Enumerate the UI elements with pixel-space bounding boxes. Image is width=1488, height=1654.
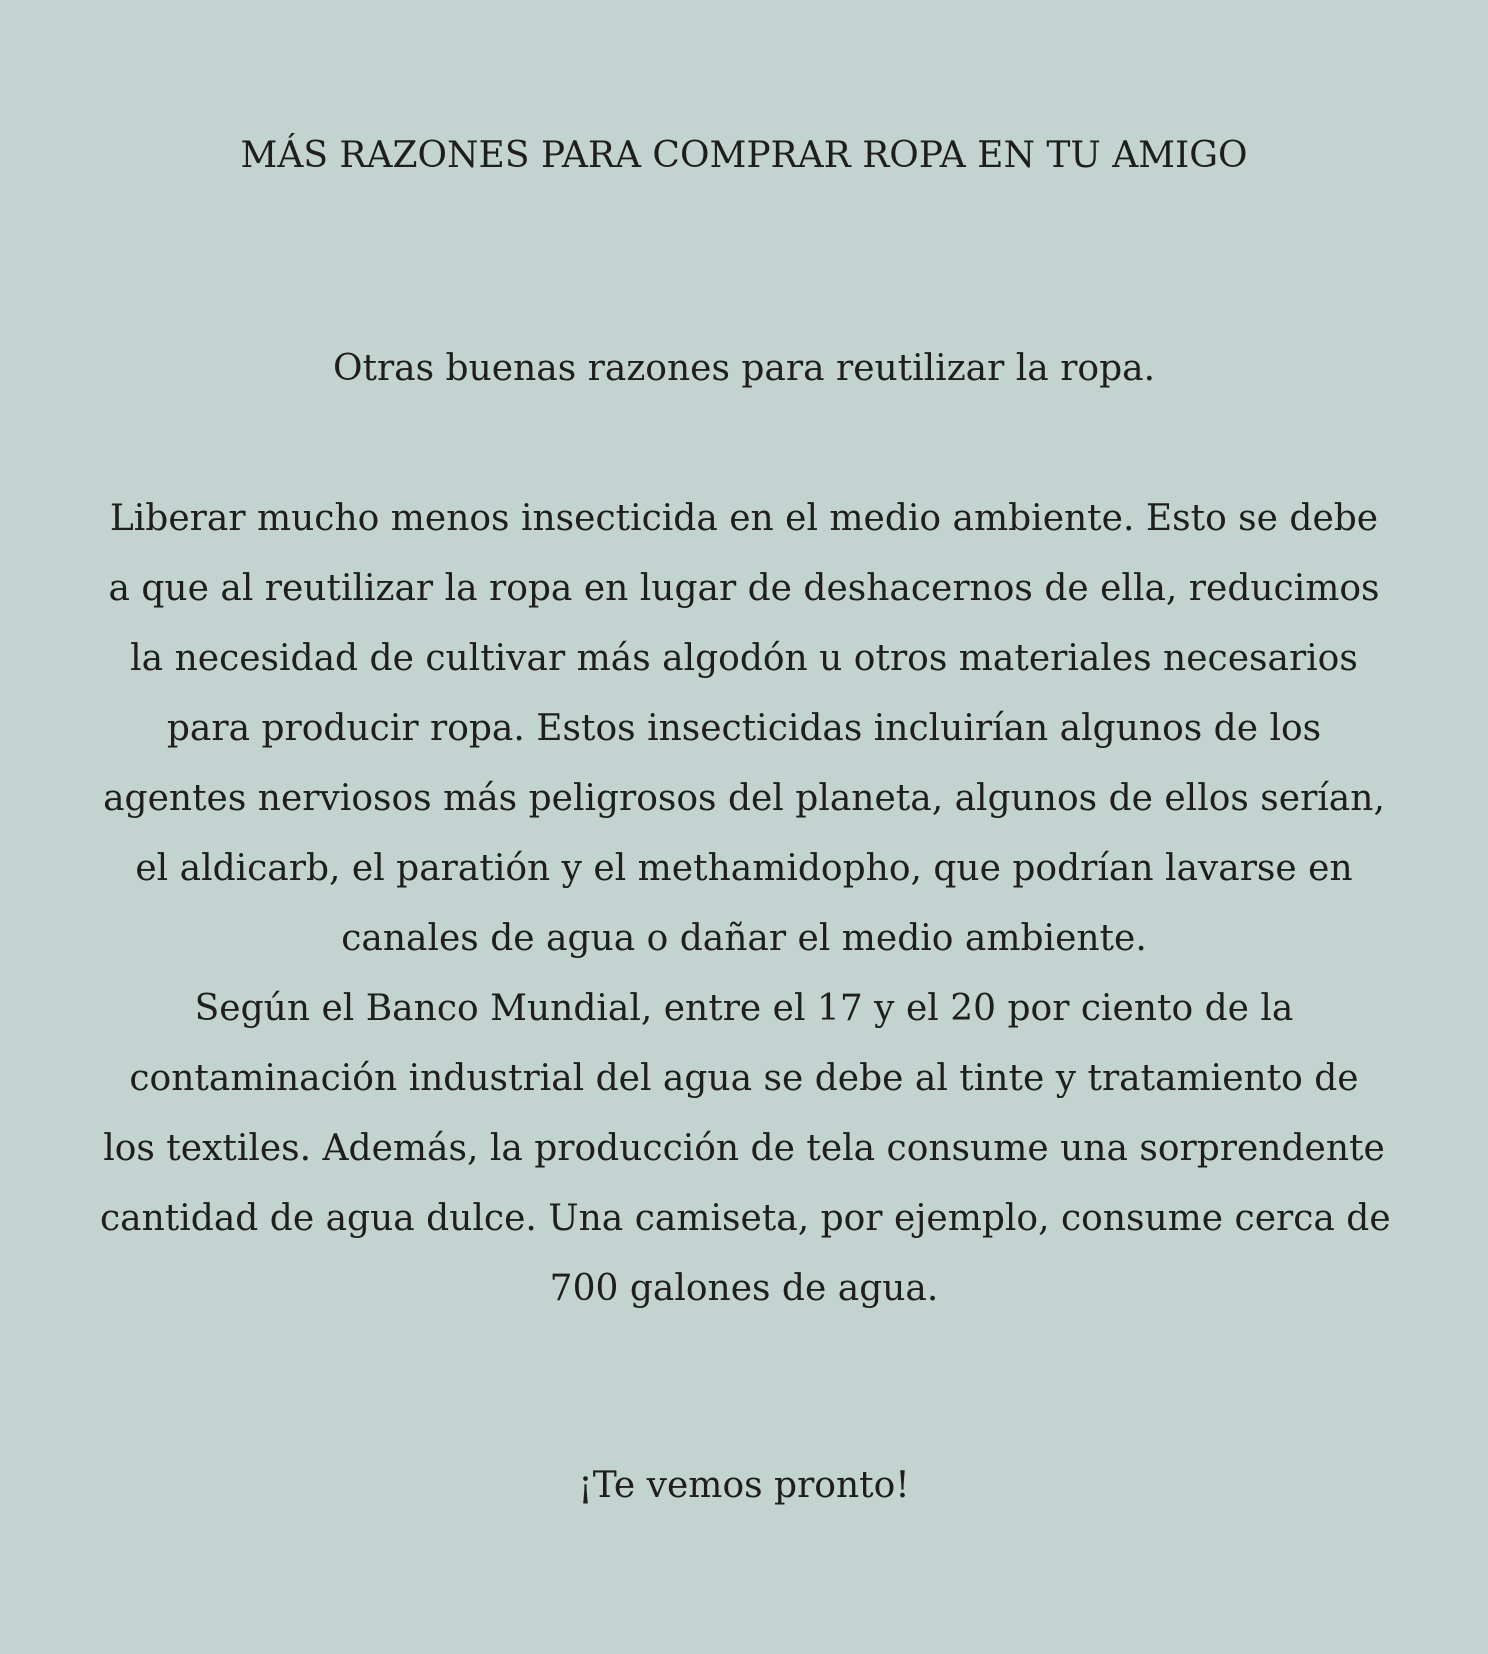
body-line: los textiles. Además, la producción de tela consume una sorprendente [103, 1128, 1385, 1169]
body-line: cantidad de agua dulce. Una camiseta, por ejemplo, consume cerca de [100, 1198, 1391, 1239]
body-line: a que al reutilizar la ropa en lugar de deshacernos de ella, reducimos [108, 568, 1380, 609]
body-line: contaminación industrial del agua se debe al tinte y tratamiento de [129, 1058, 1359, 1099]
body-line: 700 galones de agua. [549, 1268, 939, 1309]
body-line: Liberar mucho menos insecticida en el medio ambiente. Esto se debe [109, 498, 1379, 539]
body-line: la necesidad de cultivar más algodón u otros materiales necesarios [130, 638, 1358, 679]
closing-message: ¡Te vemos pronto! [578, 1465, 910, 1506]
body-line: para producir ropa. Estos insecticidas incluirían algunos de los [166, 708, 1322, 749]
page-title: MÁS RAZONES PARA COMPRAR ROPA EN TU AMIGO [240, 135, 1248, 176]
subtitle: Otras buenas razones para reutilizar la ropa. [332, 348, 1156, 389]
body-line: canales de agua o dañar el medio ambiente. [341, 918, 1147, 959]
body-line: agentes nerviosos más peligrosos del planeta, algunos de ellos serían, [103, 778, 1385, 819]
body-paragraph [100, 484, 1391, 1324]
body-line: Según el Banco Mundial, entre el 17 y el 20 por ciento de la [194, 988, 1294, 1029]
body-line: el aldicarb, el paratión y el methamidopho, que podrían lavarse en [135, 848, 1353, 889]
